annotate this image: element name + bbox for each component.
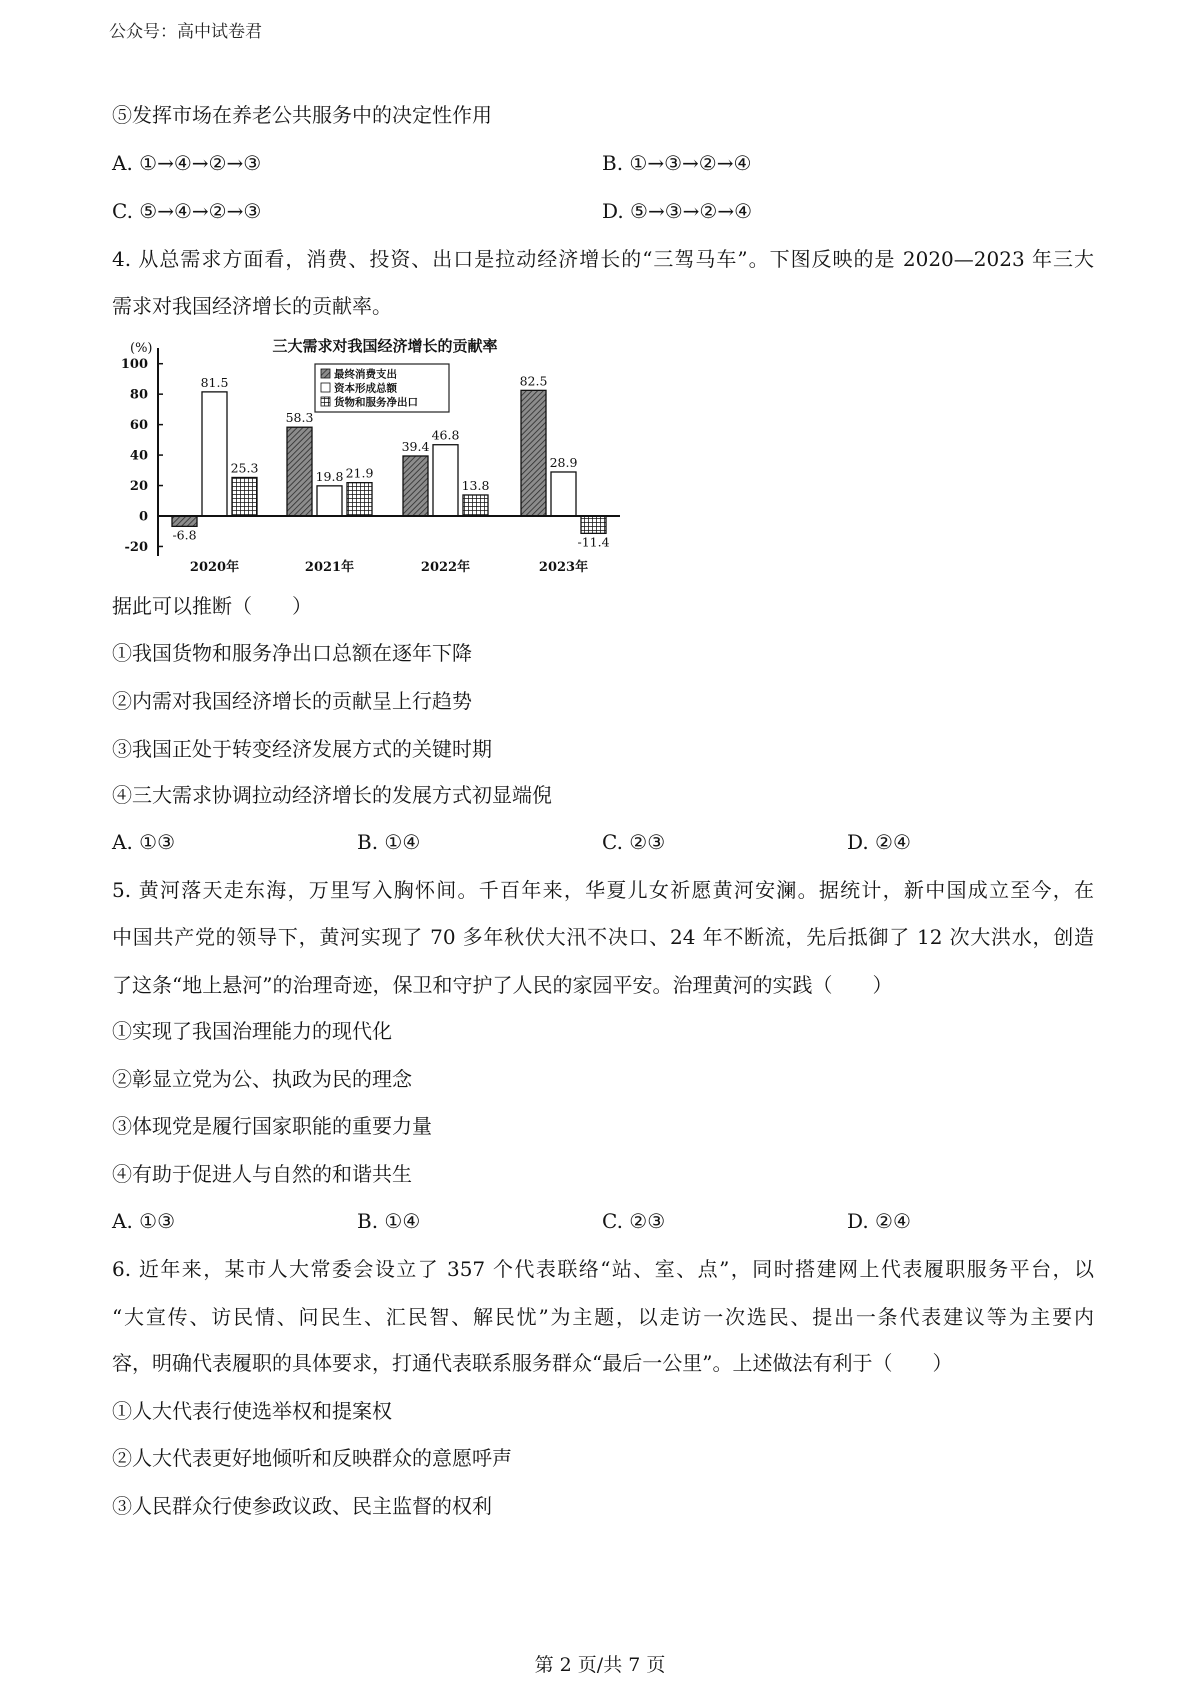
y-tick-label: 100: [120, 357, 148, 373]
q5-item-4: ④有助于促进人与自然的和谐共生: [112, 1162, 412, 1186]
x-category-label: 2023年: [538, 560, 589, 575]
legend-swatch-consumption: [321, 369, 330, 378]
q4-option-b: B. ①④: [357, 830, 421, 854]
chart-legend: [315, 364, 449, 412]
y-tick-label: 60: [129, 418, 148, 434]
q4-option-c: C. ②③: [602, 830, 666, 854]
data-label: 25.3: [230, 460, 259, 476]
q6-item-1: ①人大代表行使选举权和提案权: [112, 1399, 392, 1423]
y-tick-label: 40: [129, 448, 148, 464]
page-number: 第 2 页/共 7 页: [534, 1654, 666, 1676]
q5-item-1: ①实现了我国治理能力的现代化: [112, 1019, 392, 1043]
bar-net-export: [232, 477, 257, 516]
q3-item-5: ⑤发挥市场在养老公共服务中的决定性作用: [112, 103, 492, 127]
data-label: 21.9: [345, 465, 374, 481]
q6-item-2: ②人大代表更好地倾听和反映群众的意愿呼声: [112, 1446, 512, 1470]
bar-capital-formation: [317, 486, 342, 516]
x-category-label: 2022年: [420, 560, 471, 575]
x-category-label: 2021年: [304, 560, 355, 575]
contribution-bar-chart: [100, 330, 630, 590]
q6-stem-line-3: 容，明确代表履职的具体要求，打通代表联系服务群众“最后一公里”。上述做法有利于（ ）: [112, 1351, 953, 1375]
bar-net-export: [581, 516, 606, 533]
q4-stem-line-2: 需求对我国经济增长的贡献率。: [112, 294, 392, 318]
q3-option-d: D. ⑤→③→②→④: [602, 199, 753, 223]
bar-capital-formation: [433, 445, 458, 516]
q3-option-c: C. ⑤→④→②→③: [112, 199, 262, 223]
bar-net-export: [347, 483, 372, 516]
q4-item-3: ③我国正处于转变经济发展方式的关键时期: [112, 737, 492, 761]
bar-consumption: [172, 516, 197, 526]
q4-item-1: ①我国货物和服务净出口总额在逐年下降: [112, 641, 472, 665]
q5-option-d: D. ②④: [847, 1209, 911, 1233]
legend-swatch-net-export: [321, 397, 330, 406]
data-label: 19.8: [315, 468, 344, 484]
bar-capital-formation: [551, 472, 576, 516]
y-axis-unit: (%): [130, 341, 153, 356]
y-axis-ticks: [121, 357, 163, 555]
data-label: -6.8: [172, 527, 197, 543]
q4-prompt: 据此可以推断（ ）: [112, 594, 312, 618]
header-source: 公众号：高中试卷君: [109, 22, 262, 42]
legend-label-capital: 资本形成总额: [334, 382, 397, 395]
y-tick-label: 0: [138, 509, 148, 525]
q6-stem-line-1: 6. 近年来，某市人大常委会设立了 357 个代表联络“站、室、点”，同时搭建网上代表履职服务平台，以: [112, 1257, 1094, 1281]
data-label: 58.3: [285, 410, 314, 426]
q4-option-d: D. ②④: [847, 830, 911, 854]
legend-swatch-capital: [321, 383, 330, 392]
legend-label-net-export: 货物和服务净出口: [334, 396, 418, 409]
data-label: -11.4: [577, 534, 610, 550]
q6-stem-line-2: “大宣传、访民情、问民生、汇民智、解民忧”为主题，以走访一次选民、提出一条代表建议等为主要内: [112, 1305, 1094, 1329]
q5-stem-line-2: 中国共产党的领导下，黄河实现了 70 多年秋伏大汛不决口、24 年不断流，先后抵御了 12 次大洪水，创造: [112, 925, 1094, 949]
q5-option-a: A. ①③: [112, 1209, 176, 1233]
q5-option-b: B. ①④: [357, 1209, 421, 1233]
data-label: 81.5: [200, 374, 229, 390]
legend-label-consumption: 最终消费支出: [334, 368, 397, 381]
bar-capital-formation: [202, 392, 227, 516]
data-label: 13.8: [461, 477, 490, 493]
q4-item-4: ④三大需求协调拉动经济增长的发展方式初显端倪: [112, 783, 552, 807]
data-label: 28.9: [549, 454, 578, 470]
data-label: 46.8: [431, 427, 460, 443]
q5-item-2: ②彰显立党为公、执政为民的理念: [112, 1067, 412, 1091]
q6-item-3: ③人民群众行使参政议政、民主监督的权利: [112, 1494, 492, 1518]
data-label: 82.5: [519, 373, 548, 389]
bar-net-export: [463, 495, 488, 516]
q4-item-2: ②内需对我国经济增长的贡献呈上行趋势: [112, 689, 472, 713]
q5-stem-line-3: 了这条“地上悬河”的治理奇迹，保卫和守护了人民的家园平安。治理黄河的实践（ ）: [112, 973, 893, 997]
q5-item-3: ③体现党是履行国家职能的重要力量: [112, 1114, 432, 1138]
y-tick-label: 80: [129, 387, 148, 403]
bar-consumption: [403, 456, 428, 516]
chart-title: 三大需求对我国经济增长的贡献率: [272, 337, 498, 355]
x-axis-categories: [190, 559, 588, 575]
bar-consumption: [521, 390, 546, 516]
q4-stem-line-1: 4. 从总需求方面看，消费、投资、出口是拉动经济增长的“三驾马车”。下图反映的是 2020—2023 年三大: [112, 247, 1094, 271]
q5-option-c: C. ②③: [602, 1209, 666, 1233]
data-label: 39.4: [401, 438, 430, 454]
q4-option-a: A. ①③: [112, 830, 176, 854]
q3-option-a: A. ①→④→②→③: [112, 151, 262, 175]
x-category-label: 2020年: [189, 560, 240, 575]
bar-consumption: [287, 427, 312, 516]
y-tick-label: -20: [124, 539, 148, 555]
q3-option-b: B. ①→③→②→④: [602, 151, 752, 175]
q5-stem-line-1: 5. 黄河落天走东海，万里写入胸怀间。千百年来，华夏儿女祈愿黄河安澜。据统计，新中国成立至今，在: [112, 878, 1094, 902]
y-tick-label: 20: [129, 479, 148, 495]
